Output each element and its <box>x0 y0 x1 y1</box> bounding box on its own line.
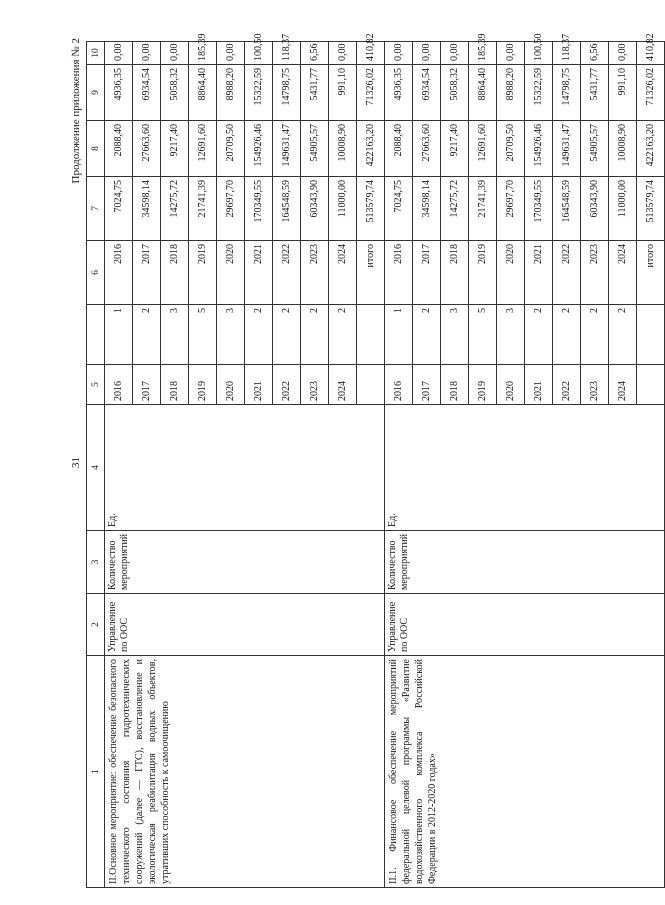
year-cell <box>637 365 665 405</box>
indicator: Количество мероприятий <box>385 531 665 594</box>
regional-amount: 8988,20 <box>497 65 525 121</box>
local-amount: 0,00 <box>105 42 133 65</box>
local-amount: 185,39 <box>189 42 217 65</box>
total-amount: 60343,90 <box>581 177 609 241</box>
total-amount: 164548,59 <box>553 177 581 241</box>
header-cell: 1 <box>87 656 105 888</box>
federal-amount: 2088,40 <box>105 121 133 177</box>
federal-amount: 422163,20 <box>637 121 665 177</box>
count-cell: 2 <box>581 305 609 365</box>
regional-amount: 15322,59 <box>245 65 273 121</box>
total-amount: 14275,72 <box>441 177 469 241</box>
year-cell-2: 2018 <box>161 241 189 305</box>
federal-amount: 54905,57 <box>301 121 329 177</box>
total-amount: 7024,75 <box>385 177 413 241</box>
local-amount: 185,39 <box>469 42 497 65</box>
header-cell: 7 <box>87 177 105 241</box>
program-table <box>86 33 665 888</box>
header-cell: 5 <box>87 365 105 405</box>
header-row <box>87 42 105 888</box>
count-cell: 3 <box>441 305 469 365</box>
header-cell: 3 <box>87 531 105 594</box>
local-amount: 100,50 <box>525 42 553 65</box>
total-amount: 513579,74 <box>637 177 665 241</box>
year-cell: 2023 <box>301 365 329 405</box>
page-number: 31 <box>70 457 82 468</box>
header-cell-blank <box>87 305 105 365</box>
local-amount: 0,00 <box>161 42 189 65</box>
header-cell: 10 <box>87 42 105 65</box>
count-cell: 5 <box>469 305 497 365</box>
year-cell: 2021 <box>245 365 273 405</box>
total-amount: 170349,55 <box>245 177 273 241</box>
total-amount: 164548,59 <box>273 177 301 241</box>
year-cell: 2019 <box>189 365 217 405</box>
year-cell: 2018 <box>161 365 189 405</box>
year-cell: 2018 <box>441 365 469 405</box>
table-row <box>385 42 413 888</box>
regional-amount: 5431,77 <box>301 65 329 121</box>
year-cell: 2020 <box>217 365 245 405</box>
year-cell-2: 2023 <box>301 241 329 305</box>
year-cell-2: 2024 <box>329 241 357 305</box>
regional-amount: 71326,02 <box>637 65 665 121</box>
federal-amount: 154926,46 <box>525 121 553 177</box>
federal-amount: 10008,90 <box>609 121 637 177</box>
count-cell: 2 <box>301 305 329 365</box>
regional-amount: 8864,40 <box>469 65 497 121</box>
federal-amount: 54905,57 <box>581 121 609 177</box>
local-amount: 0,00 <box>497 42 525 65</box>
year-cell-2: 2019 <box>189 241 217 305</box>
regional-amount: 14798,75 <box>273 65 301 121</box>
year-cell-2: 2016 <box>385 241 413 305</box>
federal-amount: 20709,50 <box>497 121 525 177</box>
count-cell: 2 <box>553 305 581 365</box>
federal-amount: 27663,60 <box>413 121 441 177</box>
local-amount: 6,56 <box>581 42 609 65</box>
count-cell <box>357 305 385 365</box>
count-cell: 2 <box>245 305 273 365</box>
rotated-sheet <box>68 28 656 888</box>
year-cell: 2017 <box>133 365 161 405</box>
year-cell-2: 2018 <box>441 241 469 305</box>
year-cell: 2024 <box>329 365 357 405</box>
count-cell: 2 <box>413 305 441 365</box>
local-amount: 6,56 <box>301 42 329 65</box>
federal-amount: 9217,40 <box>161 121 189 177</box>
year-cell-2: 2024 <box>609 241 637 305</box>
year-cell-2: 2017 <box>413 241 441 305</box>
year-cell: 2019 <box>469 365 497 405</box>
federal-amount: 149631,47 <box>273 121 301 177</box>
count-cell <box>637 305 665 365</box>
regional-amount: 5431,77 <box>581 65 609 121</box>
year-cell-2: 2016 <box>105 241 133 305</box>
local-amount: 0,00 <box>329 42 357 65</box>
local-amount: 0,00 <box>413 42 441 65</box>
local-amount: 0,00 <box>609 42 637 65</box>
year-cell-2: итого <box>357 241 385 305</box>
year-cell-2: 2021 <box>525 241 553 305</box>
federal-amount: 2088,40 <box>385 121 413 177</box>
year-cell: 2024 <box>609 365 637 405</box>
local-amount: 410,82 <box>357 42 385 65</box>
local-amount: 0,00 <box>385 42 413 65</box>
year-cell-2: 2022 <box>273 241 301 305</box>
count-cell: 3 <box>497 305 525 365</box>
regional-amount: 8864,40 <box>189 65 217 121</box>
header-cell: 6 <box>87 241 105 305</box>
local-amount: 0,00 <box>133 42 161 65</box>
regional-amount: 4936,35 <box>105 65 133 121</box>
year-cell: 2020 <box>497 365 525 405</box>
continuation-label: Продолжение приложения № 2 <box>70 38 82 184</box>
federal-amount: 149631,47 <box>553 121 581 177</box>
regional-amount: 4936,35 <box>385 65 413 121</box>
year-cell: 2021 <box>525 365 553 405</box>
year-cell: 2016 <box>105 365 133 405</box>
year-cell-2: 2020 <box>217 241 245 305</box>
executor: Управление по ООС <box>385 594 665 656</box>
year-cell: 2022 <box>553 365 581 405</box>
year-cell-2: 2019 <box>469 241 497 305</box>
federal-amount: 20709,50 <box>217 121 245 177</box>
year-cell-2: 2017 <box>133 241 161 305</box>
total-amount: 513579,74 <box>357 177 385 241</box>
local-amount: 100,50 <box>245 42 273 65</box>
total-amount: 60343,90 <box>301 177 329 241</box>
total-amount: 11000,00 <box>329 177 357 241</box>
year-cell-2: 2022 <box>553 241 581 305</box>
regional-amount: 5058,32 <box>441 65 469 121</box>
federal-amount: 10008,90 <box>329 121 357 177</box>
regional-amount: 6934,54 <box>413 65 441 121</box>
count-cell: 2 <box>329 305 357 365</box>
count-cell: 3 <box>161 305 189 365</box>
unit: Ед. <box>385 405 665 531</box>
local-amount: 0,00 <box>441 42 469 65</box>
regional-amount: 8988,20 <box>217 65 245 121</box>
federal-amount: 12691,60 <box>469 121 497 177</box>
total-amount: 7024,75 <box>105 177 133 241</box>
federal-amount: 27663,60 <box>133 121 161 177</box>
local-amount: 118,37 <box>273 42 301 65</box>
regional-amount: 991,10 <box>329 65 357 121</box>
total-amount: 21741,39 <box>189 177 217 241</box>
executor: Управление по ООС <box>105 594 385 656</box>
count-cell: 2 <box>525 305 553 365</box>
year-cell <box>357 365 385 405</box>
unit: Ед. <box>105 405 385 531</box>
count-cell: 1 <box>385 305 413 365</box>
indicator: Количество мероприятий <box>105 531 385 594</box>
count-cell: 5 <box>189 305 217 365</box>
count-cell: 2 <box>273 305 301 365</box>
regional-amount: 14798,75 <box>553 65 581 121</box>
header-cell: 8 <box>87 121 105 177</box>
total-amount: 29697,70 <box>217 177 245 241</box>
year-cell-2: 2021 <box>245 241 273 305</box>
year-cell-2: 2023 <box>581 241 609 305</box>
regional-amount: 15322,59 <box>525 65 553 121</box>
total-amount: 29697,70 <box>497 177 525 241</box>
federal-amount: 154926,46 <box>245 121 273 177</box>
header-cell: 2 <box>87 594 105 656</box>
header-cell: 4 <box>87 405 105 531</box>
total-amount: 34598,14 <box>133 177 161 241</box>
count-cell: 2 <box>133 305 161 365</box>
table-body <box>87 33 665 888</box>
local-amount: 410,82 <box>637 42 665 65</box>
federal-amount: 422163,20 <box>357 121 385 177</box>
regional-amount: 6934,54 <box>133 65 161 121</box>
federal-amount: 12691,60 <box>189 121 217 177</box>
total-amount: 34598,14 <box>413 177 441 241</box>
federal-amount: 9217,40 <box>441 121 469 177</box>
year-cell: 2016 <box>385 365 413 405</box>
year-cell: 2017 <box>413 365 441 405</box>
count-cell: 2 <box>609 305 637 365</box>
year-cell-2: итого <box>637 241 665 305</box>
year-cell-2: 2020 <box>497 241 525 305</box>
year-cell: 2023 <box>581 365 609 405</box>
total-amount: 21741,39 <box>469 177 497 241</box>
activity-name: II.1. Финансовое обеспечение мероприятий федеральной целевой программы «Развитие водохозяйственного комплекса Российской Федерации в 2012-2020 годах» <box>385 656 665 888</box>
local-amount: 0,00 <box>217 42 245 65</box>
regional-amount: 991,10 <box>609 65 637 121</box>
total-amount: 170349,55 <box>525 177 553 241</box>
year-cell: 2022 <box>273 365 301 405</box>
total-amount: 11000,00 <box>609 177 637 241</box>
table-row <box>105 42 133 888</box>
header-cell: 9 <box>87 65 105 121</box>
regional-amount: 5058,32 <box>161 65 189 121</box>
regional-amount: 71326,02 <box>357 65 385 121</box>
count-cell: 3 <box>217 305 245 365</box>
total-amount: 14275,72 <box>161 177 189 241</box>
local-amount: 118,37 <box>553 42 581 65</box>
count-cell: 1 <box>105 305 133 365</box>
activity-name: II.Основное мероприятие: обеспечение безопасного технического состояния гидротехнических сооружений (далее — ГТС), восстановление и экологическая реабилитация водных объектов, утративших способность к самоочищению <box>105 656 385 888</box>
